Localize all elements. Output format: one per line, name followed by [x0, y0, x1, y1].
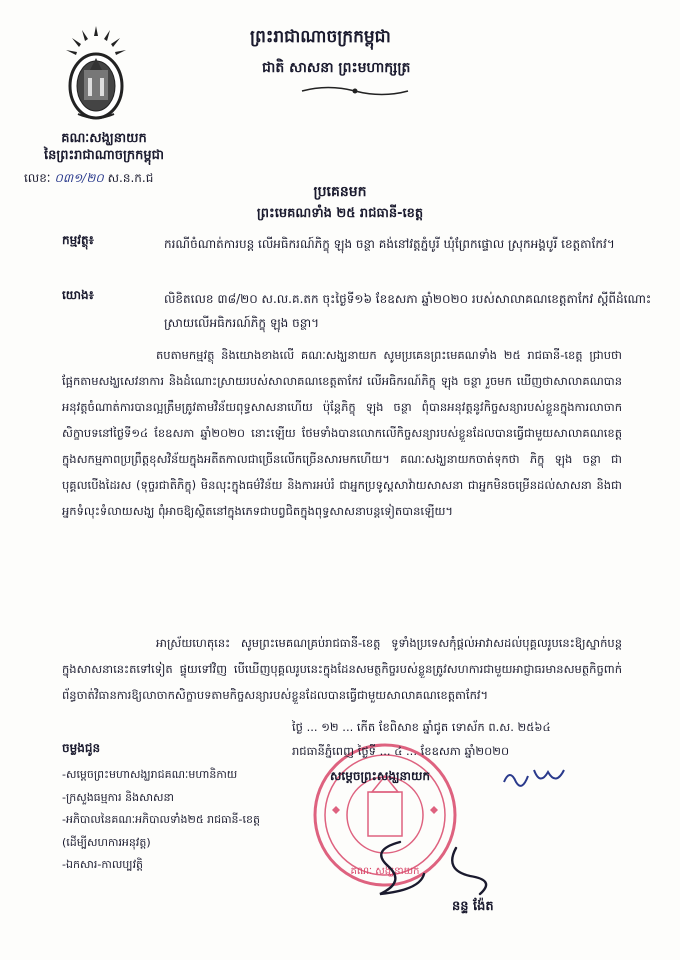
- national-motto: ជាតិ សាសនា ព្រះមហាក្សត្រ: [262, 60, 411, 76]
- reference-suffix: ស.ន.ក.ជ: [107, 171, 154, 185]
- handwritten-signature-icon: [360, 830, 510, 900]
- initials-mark-icon: [500, 764, 570, 794]
- reference-value: ០៣១/២០: [54, 171, 104, 185]
- cc-item: (ដើម្បីសហការអនុវត្ត): [62, 835, 151, 849]
- cc-list: [62, 764, 322, 877]
- kingdom-heading: ព្រះរាជាណាចក្រកម្ពុជា: [250, 27, 391, 47]
- reference-row-text: លិខិតលេខ ៣៨/២០ ស.ល.គ.តក ចុះថ្ងៃទី១៦ ខែឧសភា ឆ្នាំ២០២០ របស់សាលាគណខេត្តតាកែវ ស្តីពីដំណោះស្រាយលើអធិករណ៍ភិក្ខុ ឡុង ចន្ថា។: [164, 292, 652, 330]
- body-paragraph-1: តបតាមកម្មវត្ថុ និងយោងខាងលើ គណៈសង្ឃនាយក សូមប្រគេនព្រះមេគណទាំង ២៥ រាជធានី-ខេត្ត ជ្រាបថា ផ្អែកតាមសង្ឃសេវនាការ និងដំណោះស្រាយរបស់សាលាគណខេត្តតាកែវ លើអធិករណ៍ភិក្ខុ ឡុង ចន្ថា រួចមក ឃើញថាសាលាគណបានអនុវត្តចំណាត់ការបានល្អត្រឹមត្រូវតាមវិន័យពុទ្ធសាសនាហើយ ប៉ុន្តែភិក្ខុ ឡុង ចន្ថា ពុំបានអនុវត្តនូវកិច្ចសន្យារបស់ខ្លួនក្នុងការលាចាកសិក្ខាបទនៅថ្ងៃទី១៤ ខែឧសភា ឆ្នាំ២០២០ នោះឡើយ ថែមទាំងបានលោកលើកិច្ចសន្យារបស់ខ្លួនដែលបានធ្វើជាមួយសាលាគណខេត្ត ក្នុងសកម្មភាពប្រព្រឹត្តខុសវិន័យក្នុងអតីតកាលជាច្រើនលើកច្រើនសារមកហើយ។ គណៈសង្ឃនាយកចាត់ទុកថា ភិក្ខុ ឡុង ចន្ថា ជាបុគ្គលបើងដៃរស (ទុច្ចរជាតិភិក្ខុ) មិនលុះក្នុងធម៌វិន័យ និងការអប់រំ ជាអ្នកប្រទូស្តសាវ៉ាយសាសនា ជាអ្នកមិនចម្រើនដល់សាសនា និងជាអ្នកទំលុះទំលាយសង្ឃ ពុំអាចឱ្យស្ថិតនៅក្នុងភេទជាបព្វជិតក្នុងពុទ្ធសាសនាបន្តទៀតបានឡើយ។: [62, 348, 622, 518]
- cc-item: -សម្តេចព្រះមហាសង្ឃរាជគណៈមហានិកាយ: [62, 768, 238, 781]
- subject-label: កម្មវត្ថុ៖: [62, 233, 94, 247]
- issuer-organization: [14, 130, 194, 164]
- document-recipient: ព្រះមេគណទាំង ២៥ រាជធានី-ខេត្ត: [256, 206, 424, 221]
- signer-name: នន្ទ ង៉ែត: [452, 899, 494, 914]
- ornament-divider-icon: [300, 84, 410, 98]
- lunar-date: ថ្ងៃ ... ១២ ... កើត ខែពិសាខ ឆ្នាំជូត ទោស័ក ព.ស. ២៥៦៤: [292, 720, 551, 734]
- cc-item: -ក្រសួងធម្មការ និងសាសនា: [62, 790, 174, 804]
- reference-label: លេខៈ: [24, 171, 51, 185]
- body-paragraph-2: អាស្រ័យហេតុនេះ សូមព្រះមេគណគ្រប់រាជធានី-ខេត្ត ទូទាំងប្រទេសកុំផ្តល់អាវាសដល់បុគ្គលរូបនេះឱ្យស្នាក់បន្តក្នុងសាសនានេះតទៅទៀត ផ្ទុយទៅវិញ បើឃើញបុគ្គលរូបនេះក្នុងដែនសមត្ថកិច្ចរបស់ខ្លួនត្រូវសហការជាមួយអាជ្ញាធរមានសមត្ថកិច្ចពាក់ព័ន្ធចាត់វិធានការឱ្យលាចាកសិក្ខាបទតាមកិច្ចសន្យារបស់ខ្លួនដែលបានធ្វើជាមួយសាលាគណខេត្តតាកែវ។: [62, 636, 622, 702]
- issuer-name: គណៈសង្ឃនាយក: [61, 131, 147, 146]
- seal-text: គណៈ សង្ឃនាយក: [350, 866, 420, 877]
- reference-row-label: យោង៖: [62, 288, 94, 302]
- document-type: ប្រគេនមក: [313, 184, 367, 200]
- cc-item: -ឯកសារ-កាលប្បវត្តិ: [62, 858, 144, 871]
- subject-text: ករណីចំណាត់ការបន្ត លើអធិករណ៍ភិក្ខុ ឡុង ចន្ថា គង់នៅវត្តភ្នំបូរី ឃុំព្រែកផ្ទោល ស្រុកអង្គបូរី ខេត្តតាកែវ។: [164, 237, 615, 251]
- cc-title: ចម្លងជូន: [62, 741, 101, 755]
- signer-title: សម្តេចព្រះសង្ឃនាយក: [330, 769, 431, 783]
- cc-item: -អភិបាលនៃគណៈអភិបាលទាំង២៥ រាជធានី-ខេត្ត: [62, 813, 260, 826]
- solar-date: រាជធានីភ្នំពេញ ថ្ងៃទី ... ៤ ... ខែឧសភា ឆ្នាំ២០២០: [292, 744, 510, 758]
- issuer-country: នៃព្រះរាជាណាចក្រកម្ពុជា: [43, 148, 165, 163]
- royal-emblem-icon: [60, 22, 132, 126]
